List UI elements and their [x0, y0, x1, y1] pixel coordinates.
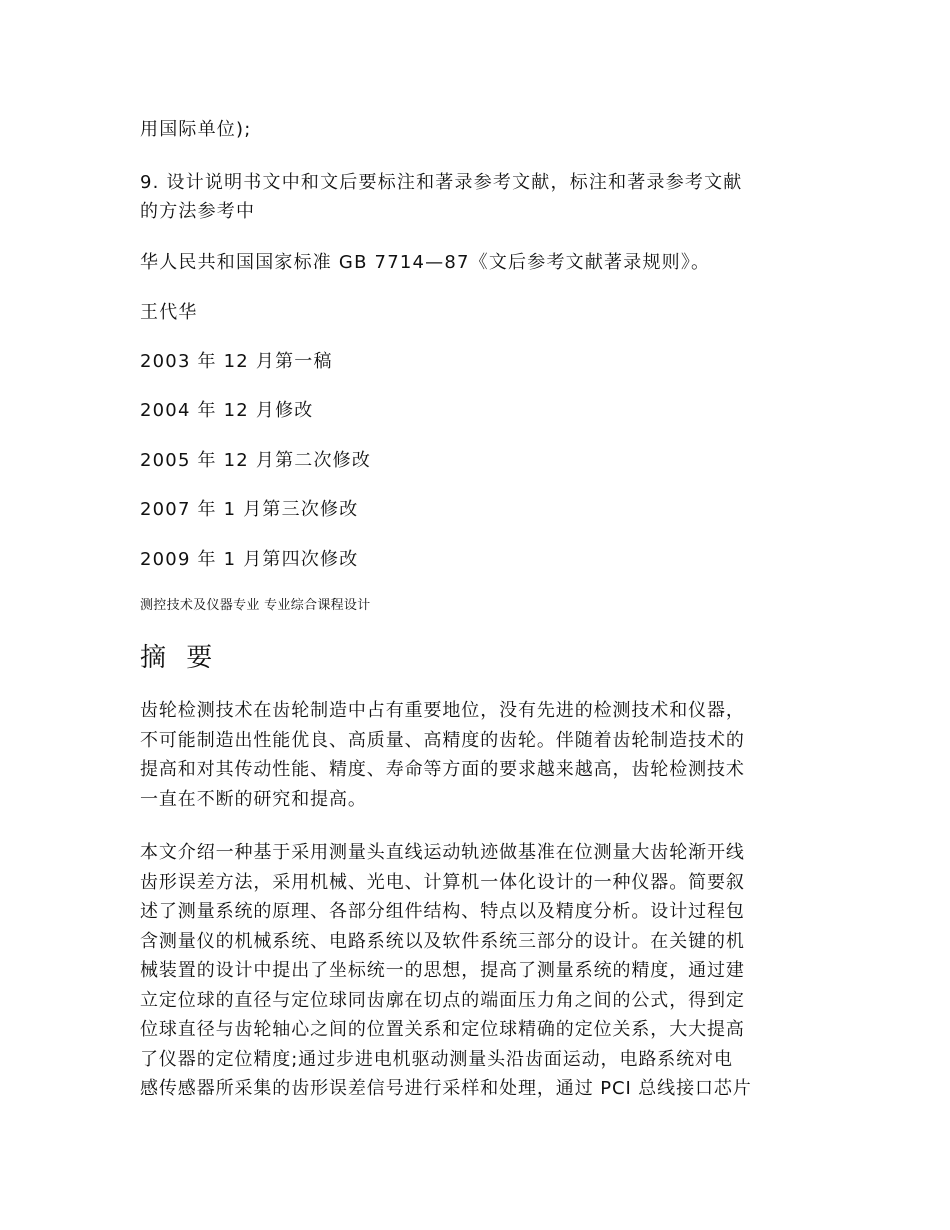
- revision-4: 2007 年 1 月第三次修改: [140, 499, 359, 520]
- standard-reference-line: 华人民共和国国家标准 GB 7714—87《文后参考文献著录规则》。: [140, 252, 711, 273]
- revision-2: 2004 年 12 月修改: [140, 400, 314, 421]
- abstract-p2-line: 含测量仪的机械系统、电路系统以及软件系统三部分的设计。在关键的机: [140, 930, 745, 952]
- abstract-heading: 摘 要: [140, 643, 219, 673]
- author-name: 王代华: [140, 302, 198, 323]
- abstract-p2-line: 感传感器所采集的齿形误差信号进行采样和处理，通过 PCI 总线接口芯片: [140, 1078, 752, 1099]
- running-header: 测控技术及仪器专业 专业综合课程设计: [140, 598, 371, 613]
- revision-5: 2009 年 1 月第四次修改: [140, 549, 359, 570]
- abstract-p2-line: 立定位球的直径与定位球同齿廓在切点的端面压力角之间的公式，得到定: [140, 989, 745, 1011]
- abstract-p2-line: 了仪器的定位精度;通过步进电机驱动测量头沿齿面运动，电路系统对电: [140, 1048, 733, 1070]
- revision-3: 2005 年 12 月第二次修改: [140, 450, 372, 471]
- abstract-p2-line: 械装置的设计中提出了坐标统一的思想，提高了测量系统的精度，通过建: [140, 960, 745, 981]
- abstract-p1-line: 齿轮检测技术在齿轮制造中占有重要地位，没有先进的检测技术和仪器，: [140, 700, 745, 721]
- abstract-paragraph-2: [140, 841, 812, 1107]
- revision-1: 2003 年 12 月第一稿: [140, 351, 333, 372]
- abstract-p2-line: 述了测量系统的原理、各部分组件结构、特点以及精度分析。设计过程包: [140, 901, 745, 922]
- line-international-units: 用国际单位);: [140, 119, 252, 140]
- abstract-paragraph-1: [140, 699, 812, 817]
- abstract-p1-line: 提高和对其传动性能、精度、寿命等方面的要求越来越高，齿轮检测技术: [140, 759, 745, 780]
- abstract-p1-line: 一直在不断的研究和提高。: [140, 788, 367, 810]
- item-9-line-1: 9. 设计说明书文中和文后要标注和著录参考文献，标注和著录参考文献: [140, 172, 743, 193]
- item-9-line-2: 的方法参考中: [140, 201, 256, 222]
- abstract-p1-line: 不可能制造出性能优良、高质量、高精度的齿轮。伴随着齿轮制造技术的: [140, 729, 745, 751]
- abstract-p2-line: 位球直径与齿轮轴心之间的位置关系和定位球精确的定位关系，大大提高: [140, 1019, 745, 1040]
- abstract-p2-line: 本文介绍一种基于采用测量头直线运动轨迹做基准在位测量大齿轮渐开线: [140, 842, 745, 863]
- abstract-p2-line: 齿形误差方法，采用机械、光电、计算机一体化设计的一种仪器。简要叙: [140, 871, 745, 893]
